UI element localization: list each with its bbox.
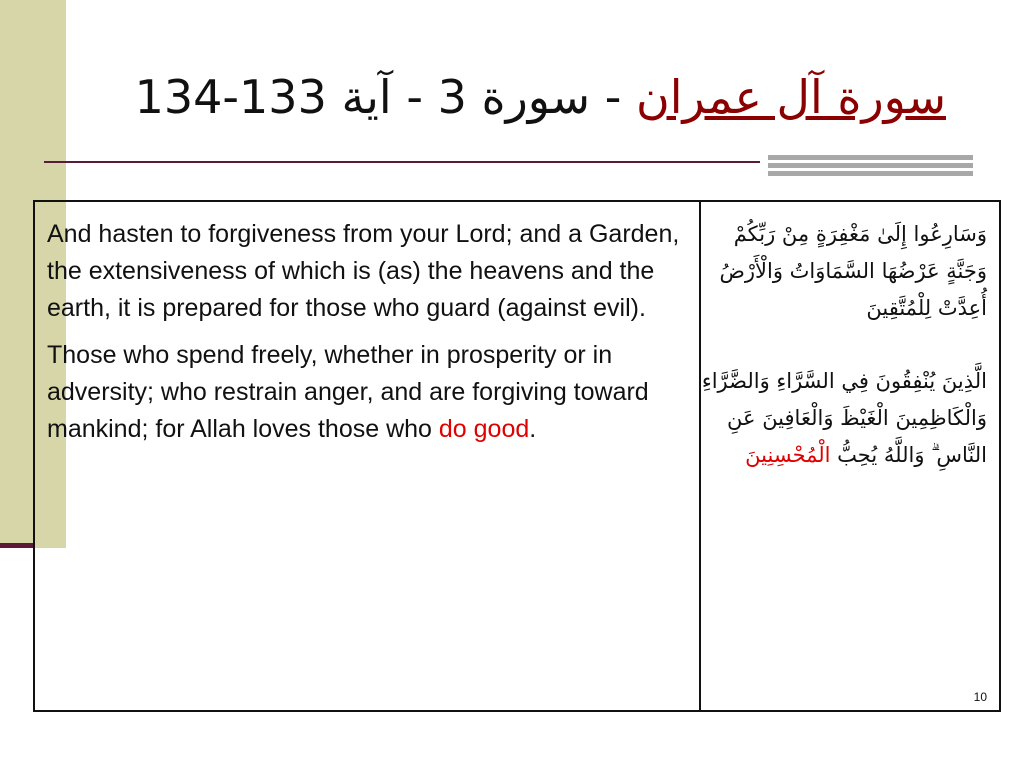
arabic-verse-133: وَسَارِعُوا إِلَىٰ مَغْفِرَةٍ مِنْ رَبِّكُمْ وَجَنَّةٍ عَرْضُهَا السَّمَاوَاتُ وَالْأَرْضُ أُعِدَّتْ لِلْمُتَّقِينَ bbox=[719, 222, 987, 320]
arabic-verse-134 bbox=[697, 363, 987, 474]
decorative-bar bbox=[768, 171, 973, 176]
arabic-highlight: الْمُحْسِنِينَ bbox=[745, 443, 831, 467]
title-verse-reference: - سورة 3 - آية 133-134 bbox=[134, 70, 636, 124]
decorative-bar bbox=[768, 163, 973, 168]
english-verse-134-text: Those who spend freely, whether in prosperity or in adversity; who restrain anger, and are forgiving toward mankind; for Allah loves those who bbox=[47, 341, 649, 443]
english-verse-134 bbox=[47, 337, 687, 448]
page-number: 10 bbox=[973, 690, 987, 704]
arabic-text-cell bbox=[697, 216, 987, 510]
english-verse-133: And hasten to forgiveness from your Lord; and a Garden, the extensiveness of which is (as) the heavens and the earth, it is prepared for those who guard (against evil). bbox=[47, 220, 680, 322]
english-end-punctuation: . bbox=[529, 415, 537, 443]
decorative-bars bbox=[768, 155, 973, 179]
left-accent-bar bbox=[0, 543, 34, 548]
sura-link[interactable]: سورة آل عمران bbox=[635, 70, 946, 124]
arabic-verse-134-text: الَّذِينَ يُنْفِقُونَ فِي السَّرَّاءِ وَالضَّرَّاءِ وَالْكَاظِمِينَ الْغَيْظَ وَالْعَافِينَ عَنِ النَّاسِ ۗ وَاللَّهُ يُحِبُّ bbox=[701, 369, 987, 467]
english-highlight: do good bbox=[438, 415, 530, 443]
title-divider bbox=[44, 161, 760, 163]
english-translation-cell bbox=[47, 216, 687, 458]
decorative-bar bbox=[768, 155, 973, 160]
slide-title bbox=[135, 62, 946, 132]
verse-table bbox=[33, 200, 1001, 712]
